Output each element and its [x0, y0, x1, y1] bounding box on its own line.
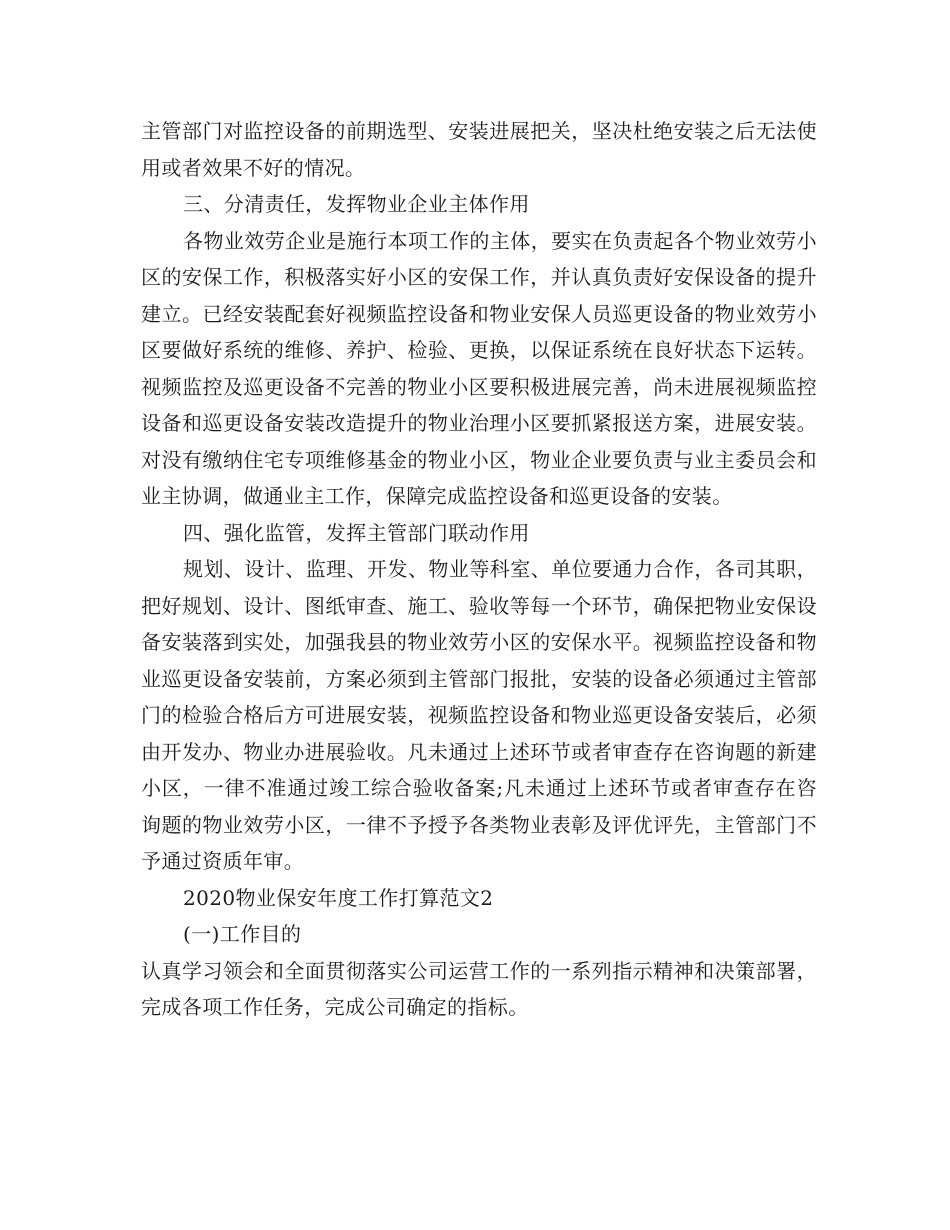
section-heading-3: 三、分清责任，发挥物业企业主体作用 [183, 192, 530, 216]
paragraph-goal: 认真学习领会和全面贯彻落实公司运营工作的一系列指示精神和决策部署，完成各项工作任务，完成公司确定的指标。 [141, 958, 817, 1019]
document-body [141, 113, 817, 1026]
document-subtitle: 2020物业保安年度工作打算范文2 [183, 885, 494, 910]
paragraph-supervision: 规划、设计、监理、开发、物业等科室、单位要通力合作，各司其职，把好规划、设计、图纸审查、施工、验收等每一个环节，确保把物业安保设备安装落到实处，加强我县的物业效劳小区的安保水平。视频监控设备和物业巡更设备安装前，方案必须到主管部门报批，安装的设备必须通过主管部门的检验合格后方可进展安装，视频监控设备和物业巡更设备安装后，必须由开发办、物业办进展验收。凡未通过上述环节或者审查存在咨询题的新建小区，一律不准通过竣工综合验收备案;凡未通过上述环节或者审查存在咨询题的物业效劳小区，一律不予授予各类物业表彰及评优评先，主管部门不予通过资质年审。 [141, 557, 817, 873]
paragraph-intro-continuation: 主管部门对监控设备的前期选型、安装进展把关，坚决杜绝安装之后无法使用或者效果不好的情况。 [141, 119, 817, 180]
paragraph-responsibility: 各物业效劳企业是施行本项工作的主体，要实在负责起各个物业效劳小区的安保工作，积极落实好小区的安保工作，并认真负责好安保设备的提升建立。已经安装配套好视频监控设备和物业安保人员巡更设备的物业效劳小区要做好系统的维修、养护、检验、更换，以保证系统在良好状态下运转。视频监控及巡更设备不完善的物业小区要积极进展完善，尚未进展视频监控设备和巡更设备安装改造提升的物业治理小区要抓紧报送方案，进展安装。对没有缴纳住宅专项维修基金的物业小区，物业企业要负责与业主委员会和业主协调，做通业主工作，保障完成监控设备和巡更设备的安装。 [141, 228, 817, 508]
subsection-heading-goal: (一)工作目的 [183, 922, 302, 946]
section-heading-4: 四、强化监管，发挥主管部门联动作用 [183, 520, 530, 545]
